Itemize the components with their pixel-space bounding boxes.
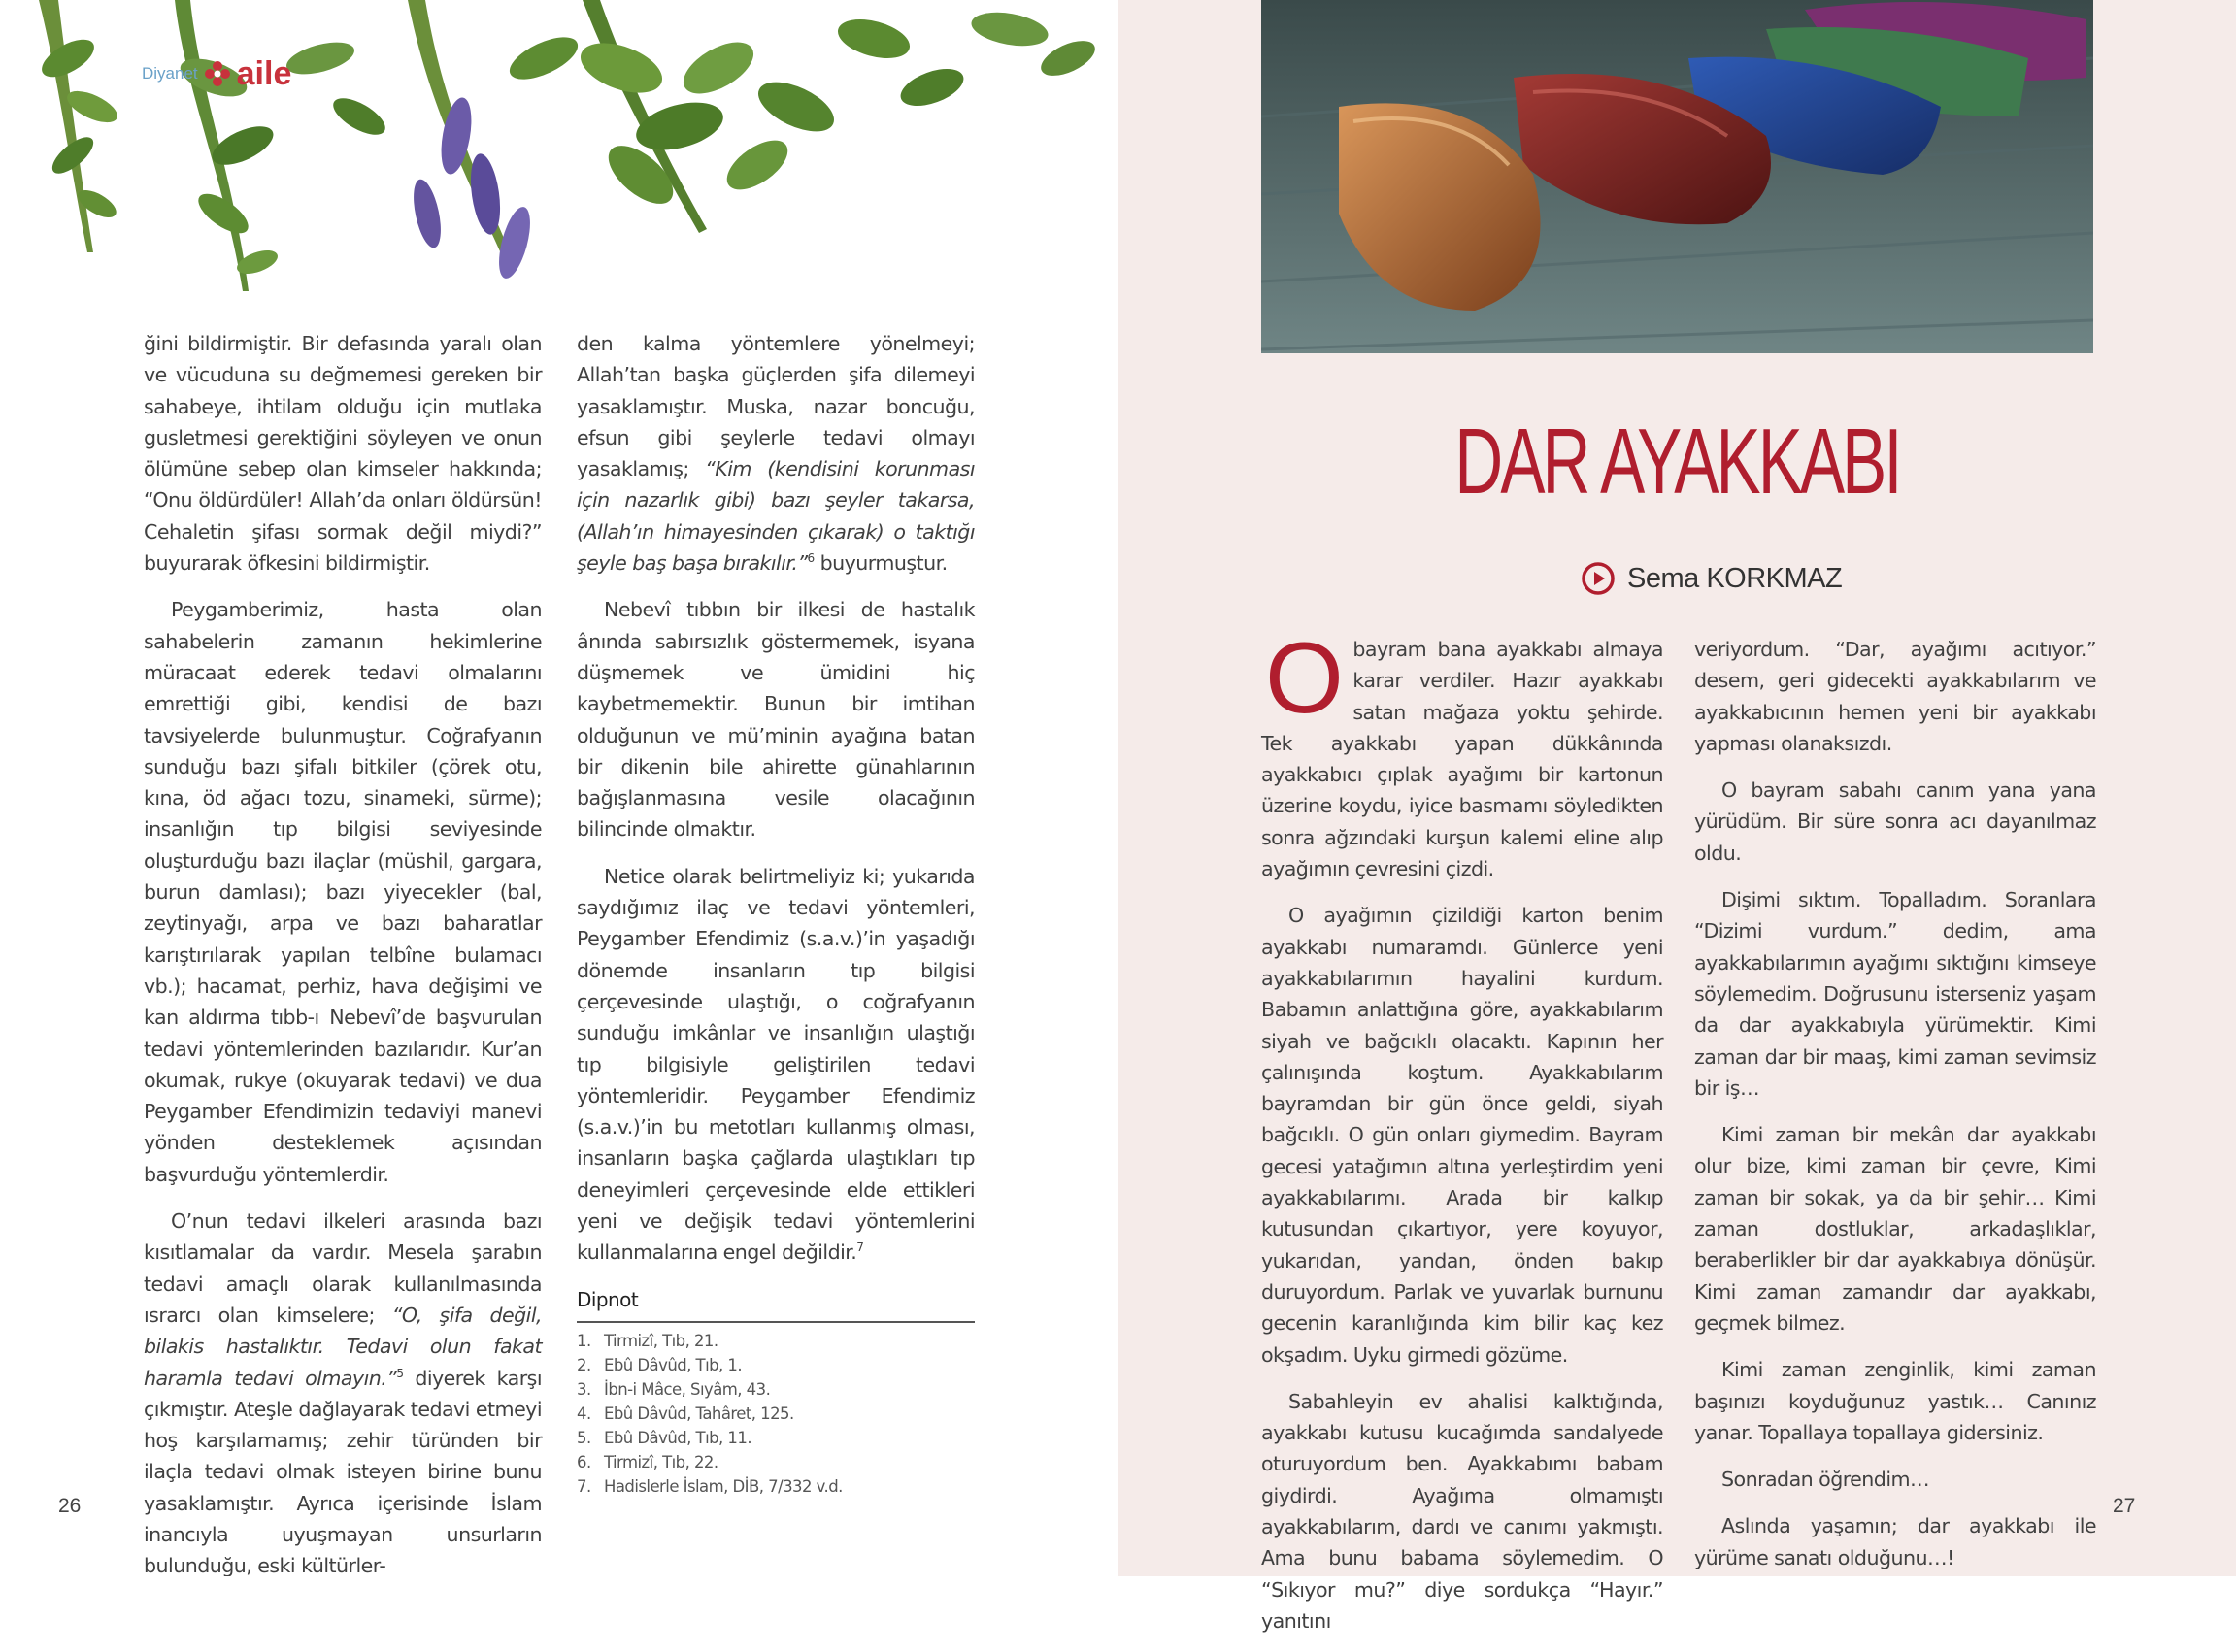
footnote-ref: 7: [856, 1240, 864, 1255]
footnote-item: [577, 1402, 975, 1426]
footnote-text: İbn-i Mâce, Sıyâm, 43.: [604, 1379, 771, 1399]
paragraph: Dişimi sıktım. Topalladım. Soranlara “Dizimi vurdum.” dedim, ama ayakkabılarımın ayağımı sıktığını kimseye söylemedim. Doğrusunu isterseniz yaşam da dar ayakkabıyla yürümektir. Kimi zaman dar bir maaş, kimi zaman sevimsiz bir iş…: [1694, 888, 2096, 1100]
footnote-ref: 5: [396, 1366, 404, 1380]
footnote-text: Tirmizî, Tıb, 22.: [604, 1452, 718, 1471]
text-run: Netice olarak belirtmeliyiz ki; yukarıda saydığımız ilaç ve tedavi yöntemleri, Peygamber Efendimiz (s.a.v.)’in yaşadığı dönemde insanların tıp bilgisi çerçevesinde ulaştığı, o coğrafyanın sunduğu imkânlar ve insanlığın ulaştığı tıp bilgisiyle geliştirilen tedavi yöntemleridir. Peygamber Efendimiz (s.a.v.)’in bu metotları kullanmış olması, insanların başka çağlarda ulaştıkları tıp deneyimleri çerçevesinde elde ettikleri yeni ve değişik tedavi yöntemlerini kullanmalarına engel değildir.: [577, 864, 975, 1265]
footnote-number: 3.: [577, 1379, 591, 1399]
hadith-quote: “Kim (kendisini korunması için nazarlık gibi) bazı şeyler takarsa, (Allah’ın himayesinden çıkarak) o taktığı şeyle baş başa bırakılır.”: [577, 457, 975, 576]
drop-cap: O: [1265, 622, 1344, 735]
text-run: buyurmuştur.: [814, 551, 948, 576]
text-run: den kalma yöntemlere yönelmeyi; Allah’tan başka güçlerden şifa dilemeyi yasaklamıştır. Muska, nazar boncuğu, efsun gibi şeylerle tedavi olmayı yasaklamış;: [577, 332, 975, 481]
paragraph: [577, 861, 975, 1269]
footnote-item: [577, 1474, 975, 1499]
footnote-number: 1.: [577, 1331, 591, 1350]
footnote-item: [577, 1353, 975, 1377]
paragraph: Aslında yaşamın; dar ayakkabı ile yürüme sanatı olduğunu…!: [1694, 1514, 2096, 1569]
paragraph: Sabahleyin ev ahalisi kalktığında, ayakkabı kutusu kucağımda sandalyede oturuyordum ben. Ayakkabımı babam giydirdi. Ayağıma olmamıştı ayakkabılarım, dardı ve canımı yakmıştı. Ama bunu babama söylemedim. O “Sıkıyor mu?” diye sordukça “Hayır.” yanıtını: [1261, 1389, 1663, 1633]
footnotes-divider: [577, 1321, 975, 1323]
footnote-text: Ebû Dâvûd, Tıb, 11.: [604, 1428, 752, 1447]
paragraph: O bayram sabahı canım yana yana yürüdüm. Bir süre sonra acı dayanılmaz oldu.: [1694, 778, 2096, 865]
paragraph: veriyordum. “Dar, ayağımı acıtıyor.” desem, geri gidecekti ayakkabılarım ve ayakkabıcının hemen yeni bir ayakkabı yapması olanaksızdı.: [1694, 638, 2096, 755]
left-column-1: [144, 328, 542, 1576]
hadith-quote: “O, şifa değil, bilakis hastalıktır. Tedavi olun fakat haramla tedavi olmayın.”: [144, 1303, 542, 1390]
footnotes-title: Dipnot: [577, 1287, 639, 1311]
paragraph: [1261, 622, 1663, 884]
paragraph: Nebevî tıbbın bir ilkesi de hastalık ânında sabırsızlık göstermemek, isyana düşmemek ve ümidini hiç kaybetmemektir. Bunun bir imtihan olduğunun ve mü’minin ayağına batan bir dikenin bile ahirette günahlarının bağışlanmasına vesile olacağının bilincinde olmaktır.: [577, 598, 975, 842]
text-run: O’nun tedavi ilkeleri arasında bazı kısıtlamalar da vardır. Mesela şarabın tedavi amaçlı olarak kullanılmasında ısrarcı olan kimselere;: [144, 1209, 542, 1327]
footnote-number: 7.: [577, 1476, 591, 1496]
paragraph: [577, 328, 975, 578]
footnote-item: [577, 1426, 975, 1450]
page-number-right: 27: [2113, 1495, 2136, 1517]
footnote-number: 4.: [577, 1404, 591, 1423]
footnote-text: Ebû Dâvûd, Tahâret, 125.: [604, 1404, 794, 1423]
left-page: [0, 0, 1118, 1576]
paragraph: Sonradan öğrendim…: [1721, 1468, 1930, 1492]
footnote-text: Tirmizî, Tıb, 21.: [604, 1331, 718, 1350]
footnote-number: 2.: [577, 1355, 591, 1374]
text-run: diyerek karşı çıkmıştır. Ateşle dağlayarak tedavi etmeyi hoş karşılamamış; zehir türünden bir ilaçla tedavi olmak isteyen birine bunu yasaklamıştır. Ayrıca içerisinde İslam inancıyla uyuşmayan unsurların bulunduğu, eski kültürler-: [144, 1366, 542, 1576]
article-title: DAR AYAKKABI: [1454, 410, 1900, 513]
herbs-illustration: [0, 0, 1118, 330]
flower-icon: [204, 60, 231, 87]
footnote-text: Ebû Dâvûd, Tıb, 1.: [604, 1355, 743, 1374]
author-name: Sema KORKMAZ: [1627, 562, 1843, 594]
page-number-left: 26: [58, 1495, 82, 1517]
paragraph: Kimi zaman zenginlik, kimi zaman başınızı koyduğunuz yastık… Canınız yanar. Topallaya topallaya gidersiniz.: [1694, 1358, 2096, 1444]
logo-brand-text: aile: [236, 55, 292, 92]
magazine-logo: [142, 54, 291, 93]
paragraph: O ayağımın çizildiği karton benim ayakkabı numaramdı. Günlerce yeni ayakkabılarımın hayalini kurdum. Babamın anlattığına göre, ayakkabılarım siyah ve bağcıklı olacaktı. Kapının her çalınışında koştum. Ayakkabılarım bayramdan bir gün önce geldi, siyah bağcıklı. O gün onları giymedim. Bayram gecesi yatağımın altına yerleştirdim yeni ayakkabılarımı. Arada bir kalkıp kutusundan çıkartıyor, yere koyuyor, yukarıdan, yandan, önden bakıp duruyordum. Parlak ve yuvarlak burnunu gecenin karanlığında kim bilir kaç kez okşadım. Uyku girmedi gözüme.: [1261, 904, 1663, 1367]
shoes-photo: [1261, 0, 2093, 353]
text-run: bayram bana ayakkabı almaya karar verdiler. Hazır ayakkabı satan mağaza yoktu şehirde. Tek ayakkabı yapan dükkânında ayakkabıcı çıplak ayağımı bir kartonun üzerine koydu, iyice basmamı söyledikten sonra ağzındaki kurşun kalemi eline alıp ayağımın çevresini çizdi.: [1261, 638, 1663, 881]
footnote-item: [577, 1450, 975, 1474]
paragraph: [144, 1206, 542, 1576]
footnote-text: Hadislerle İslam, DİB, 7/332 v.d.: [604, 1476, 843, 1496]
right-column-2: [1694, 634, 2096, 1589]
footnote-number: 6.: [577, 1452, 591, 1471]
logo-small-text: Diyanet: [142, 64, 198, 83]
left-column-2: [577, 328, 975, 1499]
author-byline: [1581, 561, 1842, 596]
paragraph: Peygamberimiz, hasta olan sahabelerin zamanın hekimlerine müracaat ederek tedavi olmalarını emrettiği gibi, kendisi de bazı tavsiyelerde bulunmuştur. Coğrafyanın sunduğu bazı şifalı bitkiler (çörek otu, kına, öd ağacı tozu, sinameki, sürme); insanlığın tıp bilgisi seviyesinde oluşturduğu bazı ilaçlar (müshil, gargara, burun damlası); bazı yiyecekler (bal, zeytinyağı, arpa ve bazı baharatlar karıştırılarak yapılan telbîne bulamacı vb.); hacamat, perhiz, hava değişimi ve kan aldırma tıbb-ı Nebevî’de başvurulan tedavi yöntemlerinden bazılarıdır. Kur’an okumak, rukye (okuyarak tedavi) ve dua Peygamber Efendimizin tedaviyi manevi yönden desteklemek açısından başvurduğu yöntemlerdir.: [144, 598, 542, 1186]
right-column-1: [1261, 622, 1663, 1652]
play-circle-icon: [1581, 561, 1616, 596]
paragraph: ğini bildirmiştir. Bir defasında yaralı olan ve vücuduna su değmemesi gereken bir sahabeye, ihtilam olduğu için mutlaka gusletmesi gerektiğini söyleyen ve onun ölümüne sebep olan kimseler hakkında; “Onu öldürdüler! Allah’da onları öldürsün! Cehaletin şifası sormak değil miydi?” buyurarak öfkesini bildirmiştir.: [144, 332, 542, 576]
footnote-ref: 6: [807, 551, 815, 566]
footnote-item: [577, 1377, 975, 1402]
paragraph: Kimi zaman bir mekân dar ayakkabı olur bize, kimi zaman bir çevre, Kimi zaman bir sokak, ya da bir şehir… Kimi zaman dostluklar, arkadaşlıklar, beraberlikler bir dar ayakkabıya dönüşür. Kimi zaman zamandır dar ayakkabı, geçmek bilmez.: [1694, 1123, 2096, 1335]
footnotes-list: [577, 1329, 975, 1499]
footnote-item: [577, 1329, 975, 1353]
footnote-number: 5.: [577, 1428, 591, 1447]
